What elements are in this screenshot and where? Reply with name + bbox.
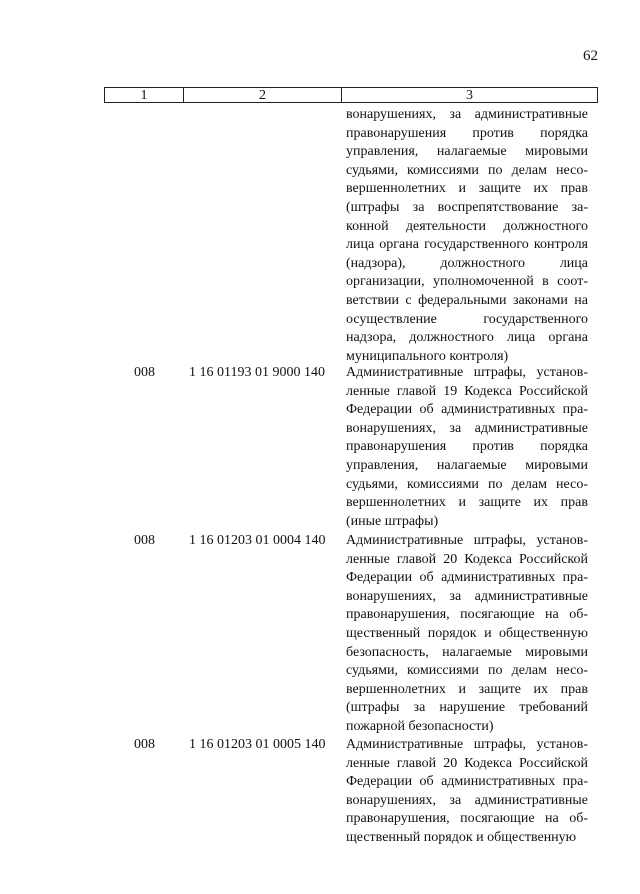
table-header-row	[104, 87, 598, 103]
row-description: вонарушениях, за административные правонарушения против порядка управления, налагаемые мировыми судьями, комиссиями по делам несовершеннолетних и защите их прав (штрафы за воспрепятствование законной деятельности должностного лица органа государственного контроля (надзора), должностного лица организации, уполномоченной в соответствии с федеральными законами на осуществление государственного надзора, должностного лица органа муниципального контроля)	[346, 107, 588, 364]
row-description: Административные штрафы, установленные главой 20 Кодекса Российской Федерации об административных правонарушениях, за административные правонарушения, посягающие на общественный порядок и общественную безопасность, налагаемые мировыми судьями, комиссиями по делам несовершеннолетних и защите их прав (штрафы за нарушение требований пожарной безопасности)	[346, 533, 588, 734]
table-header-col-3: 3	[466, 88, 473, 103]
budget-classification-code: 1 16 01203 01 0004 140	[189, 533, 326, 548]
admin-code: 008	[134, 737, 155, 752]
admin-code: 008	[134, 533, 155, 548]
budget-classification-code: 1 16 01203 01 0005 140	[189, 737, 326, 752]
page-number: 62	[583, 48, 598, 64]
table-header-col-2: 2	[184, 88, 342, 102]
row-description: Административные штрафы, установленные главой 19 Кодекса Российской Федерации об административных правонарушениях, за административные правонарушения против порядка управления, налагаемые мировыми судьями, комиссиями по делам несовершеннолетних и защите их прав (иные штрафы)	[346, 365, 588, 529]
budget-classification-code: 1 16 01193 01 9000 140	[189, 365, 325, 380]
admin-code: 008	[134, 365, 155, 380]
row-description: Административные штрафы, установленные главой 20 Кодекса Российской Федерации об административных правонарушениях, за административные правонарушения, посягающие на общественный порядок и общественную	[346, 737, 588, 845]
table-header-col-1: 1	[105, 88, 184, 102]
